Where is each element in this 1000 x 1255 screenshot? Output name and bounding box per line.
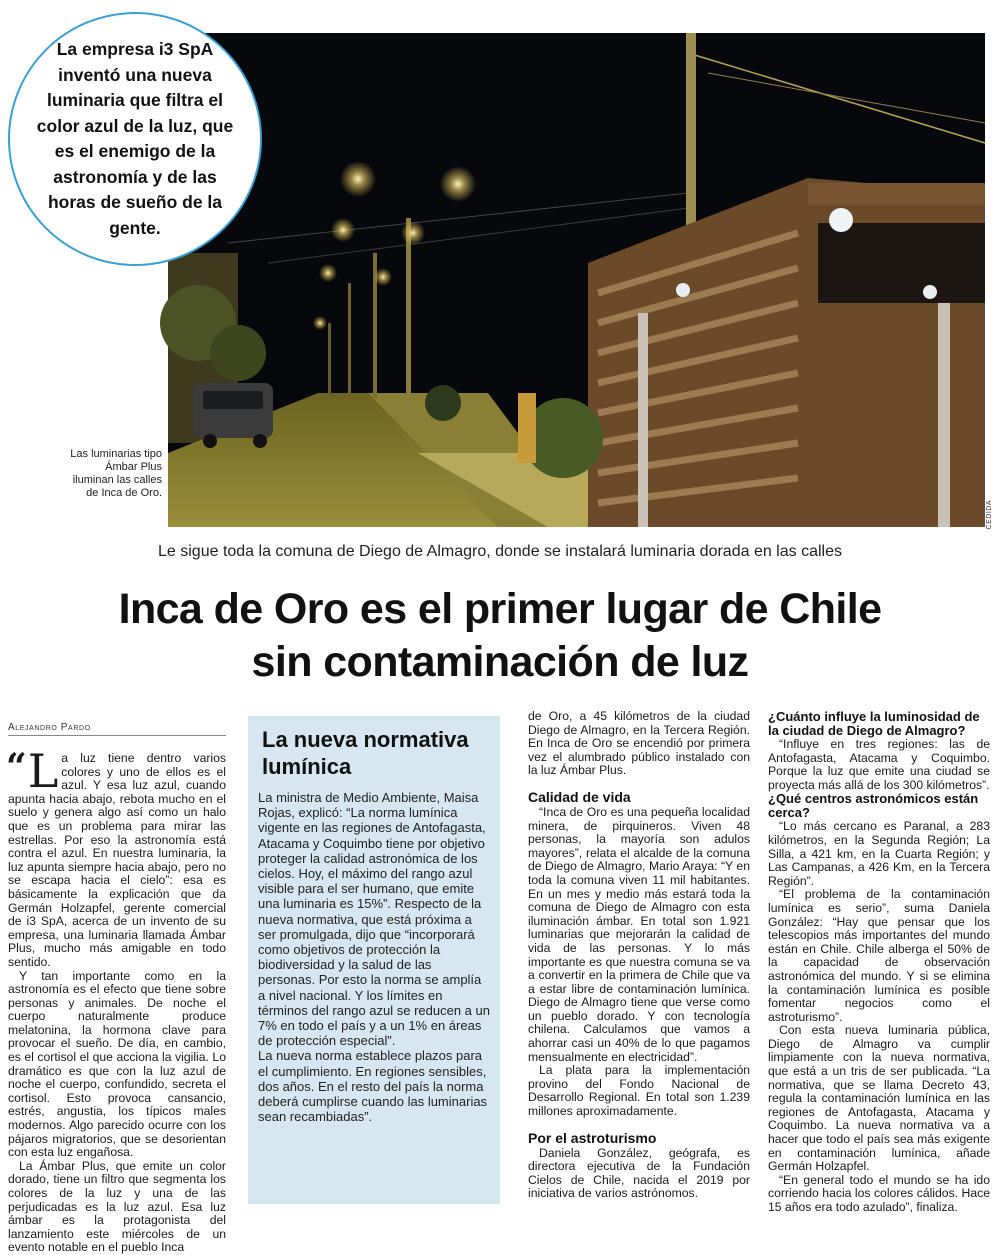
byline [8, 722, 226, 736]
headline-line-1: Inca de Oro es el primer lugar de Chile [118, 585, 882, 633]
question-heading: ¿Cuánto influye la luminosidad de la ciudad de Diego de Almagro? [768, 709, 980, 738]
pull-quote-circle [8, 12, 262, 266]
sidebar-title: La nueva normativa lumínica [262, 727, 469, 779]
sidebar-paragraph: La ministra de Medio Ambiente, Maisa Rojas, explicó: “La norma lumínica vigente en las regiones de Antofagasta, Atacama y Coquimbo tiene por objetivo proteger la calidad astronómica de los cielos. Hoy, el máximo del rango azul visible para el ser humano, que emite una luminaria es 15%”. Respecto de la nueva normativa, que está próxima a ser promulgada, dijo que “incorporará como objetivos de protección la biodiversidad y la salud de las personas. Por esto la norma se amplía a nivel nacional. Y los límites en términos del rango azul se reducen a un 7% en todo el país y a un 1% en áreas de protección especial”. [258, 790, 490, 1049]
headline [0, 583, 1000, 689]
opening-quote-icon: “ [6, 746, 27, 788]
lead-text: a luz tiene dentro varios colores y uno de ellos es el azul. Y esa luz azul, cuando apunta hacia abajo, rebota mucho en el suelo y genera algo así como un halo que es un problema para mirar las estrellas. Por eso la astronomía está contra el azul. En nuestra luminaria, la luz apunta siempre hacia abajo, pero no se escapa hacia el cielo”: esa es básicamente la explicación que da Germán Holzapfel, gerente comercial de i3 SpA, acerca de un invento de su empresa, una luminaria llamada Ámbar Plus, mucho más amigable en todo sentido. [8, 751, 226, 969]
paragraph: “En general todo el mundo se ha ido corriendo hacia los colores cálidos. Hace 15 años era todo azulado”, finaliza. [768, 1172, 990, 1214]
paragraph: de Oro, a 45 kilómetros de la ciudad Diego de Almagro, en la Tercera Región. En Inca de Oro se encendió por primera vez el alumbrado público instalado con la luz Ámbar Plus. [528, 709, 750, 778]
paragraph: Y tan importante como en la astronomía es el efecto que tiene sobre personas y animales. De noche el cuerpo naturalmente produce melatonina, la hormona clave para provocar el sueño. De día, en cambio, es el cortisol el que acciona la vigilia. Lo dramático es que con la luz azul de noche el cuerpo, confundido, secreta el cortisol. Esto provoca cansancio, estrés, angustia, los típicos males modernos. Algo parecido ocurre con los pájaros migratorios, que se desorientan con esta luz engañosa. [8, 968, 226, 1160]
paragraph: “El problema de la contaminación lumínica es serio”, suma Daniela González: “Hay que pensar que los telescopios más importantes del mundo están en Chile. Chile alberga el 50% de la capacidad de observación astronómica del mundo. Y si se elimina la contaminación lumínica es posible fomentar negocios como el astroturismo”. [768, 887, 990, 1024]
paragraph: “Inca de Oro es una pequeña localidad minera, de pirquineros. Viven 48 personas, la mayoría son adulos mayores”, relata el alcalde de la comuna de Diego de Almagro, Mario Araya: “Y en toda la comuna viven 11 mil habitantes. En un mes y medio más estará toda la comuna de Diego de Almagro con esta iluminación ámbar. En total son 1.921 luminarias que mejorarán la calidad de vida de las personas. Y lo más importante es que nuestra comuna se va a convertir en la primera de Chile que va a estar libre de contaminación lumínica. Diego de Almagro tiene que verse como un pueblo dorado. Y con tecnología chilena. Calculamos que vamos a ahorrar casi un 40% de lo que pagamos mensualmente en electricidad”. [528, 804, 750, 1064]
drop-cap: L [27, 744, 59, 798]
headline-line-2: sin contaminación de luz [251, 638, 749, 686]
article-column-1 [6, 744, 226, 1255]
paragraph: La Ámbar Plus, que emite un color dorado, tiene un filtro que segmenta los colores de la luz y una de las perjudicadas es la luz azul. Esa luz ámbar es la protagonista del lanzamiento este miércoles de un evento notable en el pueblo Inca [8, 1158, 226, 1255]
paragraph: La plata para la implementación provino del Fondo Nacional de Desarrollo Regional. En total son 1.239 millones aproximadamente. [528, 1063, 750, 1119]
question-heading: ¿Qué centros astronómicos están cerca? [768, 791, 979, 821]
sidebar-paragraph: La nueva norma establece plazos para el cumplimiento. En regiones sensibles, dos años. En el resto del país la norma deberá cumplirse cuando las luminarias sean recambiadas”. [258, 1048, 488, 1125]
sidebar-body [258, 790, 490, 1124]
paragraph: Con esta nueva luminaria pública, Diego de Almagro va cumplir limpiamente con la nueva normativa, que está a un tris de ser publicada. “La normativa, que se llama Decreto 43, regula la contaminación lumínica en las regiones de Antofagasta, Atacama y Coquimbo. La nueva normativa va a hacer que todo el país sea más exigente en contaminación lumínica, añade Germán Holzapfel. [768, 1023, 990, 1174]
lead-paragraph [6, 744, 226, 970]
subheading-astroturismo: Por el astroturismo [528, 1129, 657, 1146]
photo-credit: CEDIDA [986, 500, 993, 530]
paragraph: “Influye en tres regiones: las de Antofagasta, Atacama y Coquimbo. Porque la luz que emite una ciudad se proyecta más allá de los 300 kilómetros”. [768, 737, 990, 792]
street-night-photo [168, 33, 985, 527]
subheading-calidad-de-vida: Calidad de vida [528, 788, 631, 805]
photo-caption: Las luminarias tipo Ámbar Plus iluminan las calles de Inca de Oro. [70, 448, 162, 499]
sidebar-box [248, 716, 500, 1204]
kicker: Le sigue toda la comuna de Diego de Almagro, donde se instalará luminaria dorada en las calles [158, 543, 842, 560]
byline-author: Alejandro Pardo [8, 722, 91, 733]
pull-quote-text: La empresa i3 SpA inventó una nueva luminaria que filtra el color azul de la luz, que es el enemigo de la astronomía y de las horas de sueño de la gente. [36, 39, 234, 238]
paragraph: Daniela González, geógrafa, es directora ejecutiva de la Fundación Cielos de Chile, nacida el 2019 por iniciativa de varios astrónomos. [528, 1145, 750, 1201]
paragraph: “Lo más cercano es Paranal, a 283 kilómetros, en la Segunda Región; La Silla, a 421 km, en la Cuarta Región; y Las Campanas, a 426 Km, en la Tercera Región”. [768, 819, 990, 888]
street-scene-illustration [168, 33, 985, 527]
article-column-4 [768, 709, 990, 1214]
article-column-3 [528, 710, 750, 1204]
